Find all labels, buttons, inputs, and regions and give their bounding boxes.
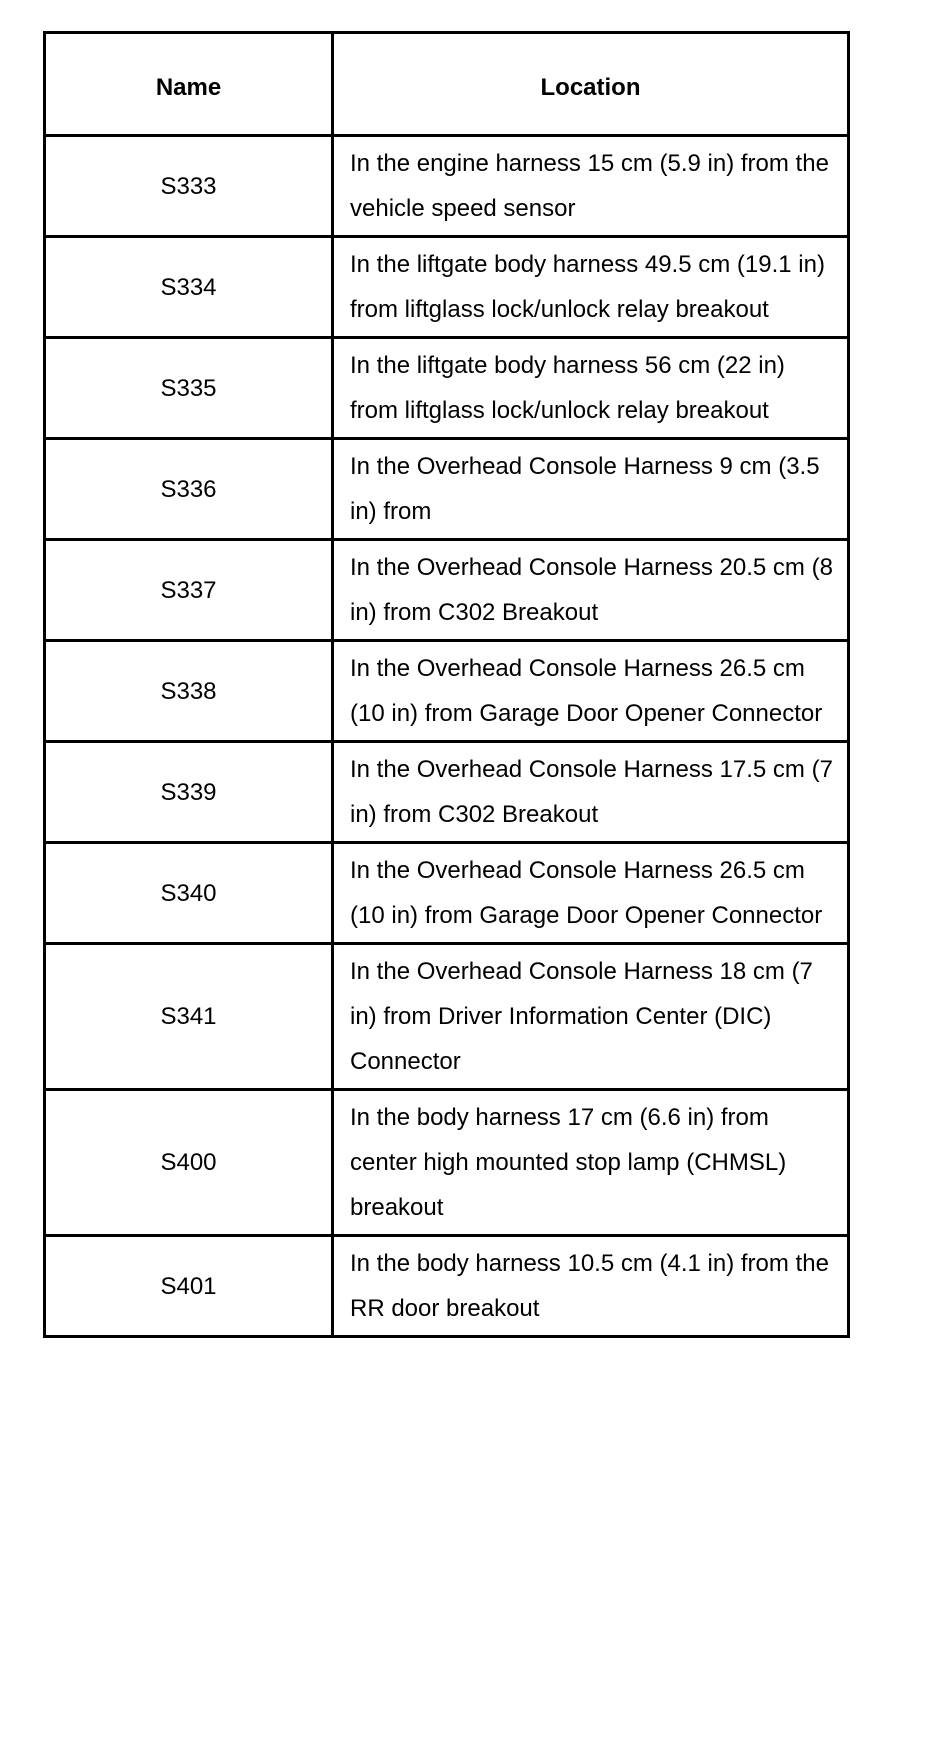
- table-header: [45, 33, 849, 136]
- table-row: [45, 1090, 849, 1236]
- splice-location-cell: In the body harness 10.5 cm (4.1 in) from the RR door breakout: [333, 1236, 849, 1337]
- table-row: [45, 338, 849, 439]
- splice-name-cell: S333: [45, 136, 333, 237]
- table-row: [45, 439, 849, 540]
- splice-name-cell: S336: [45, 439, 333, 540]
- splice-location-cell: In the engine harness 15 cm (5.9 in) from the vehicle speed sensor: [333, 136, 849, 237]
- table-row: [45, 540, 849, 641]
- splice-location-cell: In the Overhead Console Harness 26.5 cm (10 in) from Garage Door Opener Connector: [333, 843, 849, 944]
- splice-location-cell: In the liftgate body harness 49.5 cm (19.1 in) from liftglass lock/unlock relay breakout: [333, 237, 849, 338]
- column-header-location: Location: [333, 33, 849, 136]
- table-row: [45, 1236, 849, 1337]
- splice-name-cell: S337: [45, 540, 333, 641]
- column-header-name: Name: [45, 33, 333, 136]
- splice-location-cell: In the liftgate body harness 56 cm (22 in) from liftglass lock/unlock relay breakout: [333, 338, 849, 439]
- splice-name-cell: S341: [45, 944, 333, 1090]
- splice-location-cell: In the Overhead Console Harness 18 cm (7 in) from Driver Information Center (DIC) Connector: [333, 944, 849, 1090]
- splice-location-cell: In the body harness 17 cm (6.6 in) from center high mounted stop lamp (CHMSL) breakout: [333, 1090, 849, 1236]
- splice-location-cell: In the Overhead Console Harness 26.5 cm (10 in) from Garage Door Opener Connector: [333, 641, 849, 742]
- splice-name-cell: S339: [45, 742, 333, 843]
- table-row: [45, 641, 849, 742]
- splice-name-cell: S340: [45, 843, 333, 944]
- splice-name-cell: S401: [45, 1236, 333, 1337]
- splice-name-cell: S338: [45, 641, 333, 742]
- table-row: [45, 237, 849, 338]
- table-row: [45, 742, 849, 843]
- table-row: [45, 136, 849, 237]
- splice-name-cell: S400: [45, 1090, 333, 1236]
- splice-location-cell: In the Overhead Console Harness 20.5 cm (8 in) from C302 Breakout: [333, 540, 849, 641]
- table-row: [45, 843, 849, 944]
- splice-location-cell: In the Overhead Console Harness 17.5 cm (7 in) from C302 Breakout: [333, 742, 849, 843]
- table-row: [45, 944, 849, 1090]
- splice-name-cell: S335: [45, 338, 333, 439]
- splice-name-cell: S334: [45, 237, 333, 338]
- table-body: [45, 136, 849, 1337]
- header-row: [45, 33, 849, 136]
- splice-location-table: [43, 31, 850, 1338]
- splice-location-cell: In the Overhead Console Harness 9 cm (3.5 in) from: [333, 439, 849, 540]
